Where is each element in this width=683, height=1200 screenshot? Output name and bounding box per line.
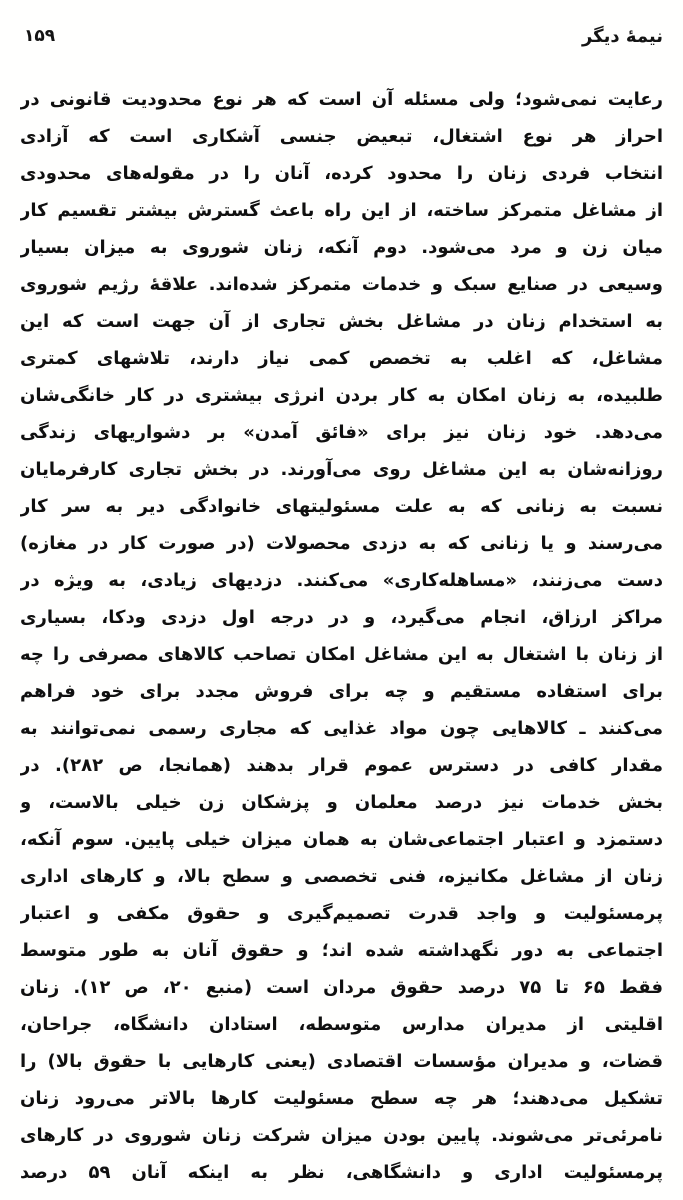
text-line: پرمسئولیت و واجد قدرت تصمیم‌گیری و حقوق مکفی و اعتبار	[20, 903, 663, 924]
page-text	[20, 81, 663, 1191]
text-line: میان زن و مرد می‌شود. دوم آنکه، زنان شوروی به میزان بسیار	[20, 237, 663, 258]
text-line: از زنان با اشتغال به این مشاغل امکان تصاحب کالاهای مصرفی را چه	[20, 644, 663, 665]
text-line: پرمسئولیت اداری و دانشگاهی، نظر به اینکه آنان ۵۹ درصد	[20, 1162, 663, 1183]
text-line: به استخدام زنان در مشاغل بخش تجاری از آن جهت است که این	[20, 311, 663, 332]
text-line: مشاغل، که اغلب به تخصص کمی نیاز دارند، تلاشهای کمتری	[20, 348, 663, 369]
text-line: برای استفاده مستقیم و چه برای فروش مجدد برای خود فراهم	[20, 681, 663, 702]
text-line: اقلیتی از مدیران مدارس متوسطه، استادان دانشگاه، جراحان،	[20, 1014, 663, 1035]
text-line: طلبیده، به زنان امکان به کار بردن انرژی بیشتری در کار خانگی‌شان	[20, 385, 663, 406]
text-line: رعایت نمی‌شود؛ ولی مسئله آن است که هر نوع محدودیت قانونی در	[20, 89, 663, 110]
text-line: اجتماعی به دور نگهداشته شده اند؛ و حقوق آنان به طور متوسط	[20, 940, 663, 961]
text-line: از مشاغل متمرکز ساخته، از این راه باعث گسترش بیشتر تقسیم کار	[20, 200, 663, 221]
text-line: مراکز ارزاق، انجام می‌گیرد، و در درجه اول دزدی ودکا، بسیاری	[20, 607, 663, 628]
text-line: زنان از مشاغل مکانیزه، فنی تخصصی و سطح بالا، و کارهای اداری	[20, 866, 663, 887]
text-line: فقط ۶۵ تا ۷۵ درصد حقوق مردان است (منبع ۲۰، ص ۱۲). زنان	[20, 977, 663, 998]
page-number: ۱۵۹	[24, 26, 56, 46]
text-line: نامرئی‌تر می‌شوند. پایین بودن میزان شرکت زنان شوروی در کارهای	[20, 1125, 663, 1146]
text-line: قضات، و مدیران مؤسسات اقتصادی (یعنی کارهایی با حقوق بالا) را	[20, 1051, 663, 1072]
text-line: تشکیل می‌دهند؛ هر چه سطح مسئولیت کارها بالاتر می‌رود زنان	[20, 1088, 663, 1109]
page-header	[20, 26, 663, 47]
text-line: انتخاب فردی زنان را محدود کرده، آنان را در مقوله‌های محدودی	[20, 163, 663, 184]
text-line: می‌دهد. خود زنان نیز برای «فائق آمدن» بر دشواریهای زندگی	[20, 422, 663, 443]
text-line: می‌رسند و یا زنانی که به دزدی محصولات (در صورت کار در مغازه)	[20, 533, 663, 554]
text-line: وسیعی در صنایع سبک و خدمات متمرکز شده‌اند. علاقهٔ رژیم شوروی	[20, 274, 663, 295]
text-line: بخش خدمات نیز درصد معلمان و پزشکان زن خیلی بالاست، و	[20, 792, 663, 813]
text-line: روزانه‌شان به این مشاغل روی می‌آورند. در بخش تجاری کارفرمایان	[20, 459, 663, 480]
running-title: نیمهٔ دیگر	[581, 26, 663, 47]
text-line: دستمزد و اعتبار اجتماعی‌شان به همان میزان خیلی پایین. سوم آنکه،	[20, 829, 663, 850]
text-line: نسبت به زنانی که به علت مسئولیتهای خانوادگی دیر به سر کار	[20, 496, 663, 517]
text-line: مقدار کافی در دسترس عموم قرار بدهند (همانجا، ص ۲۸۲). در	[20, 755, 663, 776]
text-line: دست می‌زنند، «مساهله‌کاری» می‌کنند. دزدیهای زیادی، به ویژه در	[20, 570, 663, 591]
text-line: می‌کنند ـ کالاهایی چون مواد غذایی که مجاری رسمی نمی‌توانند به	[20, 718, 663, 739]
text-line: احراز هر نوع اشتغال، تبعیض جنسی آشکاری است که آزادی	[20, 126, 663, 147]
